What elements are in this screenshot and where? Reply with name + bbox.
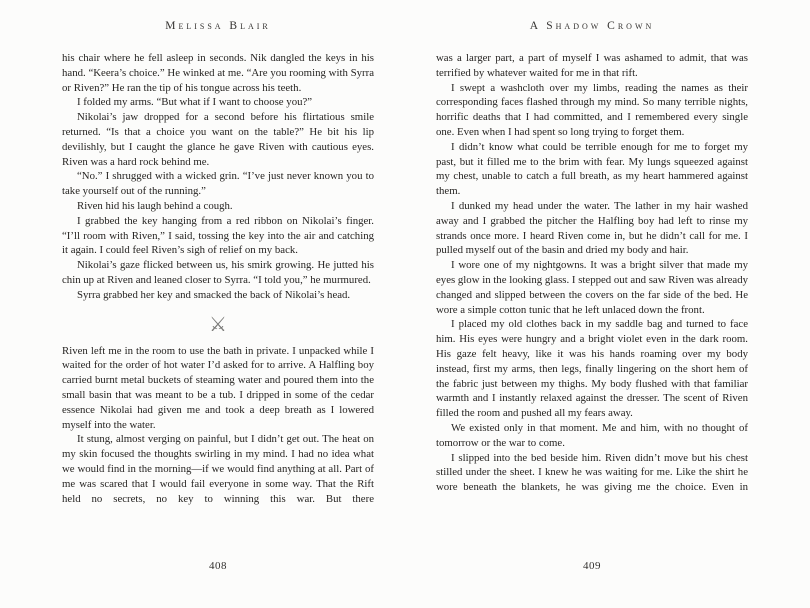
paragraph: Syrra grabbed her key and smacked the back of Nikolai’s head. [77,288,351,301]
paragraph: I wore one of my nightgowns. It was a bright silver that made my eyes glow in the looking glass. I stepped out and saw Riven was already changed and slipped between the covers on the far side of the bed. He wore a simple cotton tunic that he left unlaced down the front. [436,259,748,316]
paragraph: “No.” I shrugged with a wicked grin. “I’ve just never known you to take yourself out of the running.” [62,170,374,198]
paragraph: his chair where he fell asleep in seconds. Nik dangled the keys in his hand. “Keera’s choice.” He winked at me. “Are you rooming with Syrra or Riven?” He ran the tip of his tongue across his teeth. [62,52,374,94]
page-number-left: 408 [209,560,227,572]
crossed-swords-icon: ⚔ [209,311,227,336]
running-head-title: A Shadow Crown [529,20,655,32]
paragraph: Riven hid his laugh behind a cough. [77,199,233,212]
page-right-body [436,51,748,495]
paragraph: Nikolai’s jaw dropped for a second before his flirtatious smile returned. “Is that a choice you want on the table?” He bit his lip devilishly, but I caught the glance he gave Riven with cautious eyes. Riven was a hard rock behind me. [62,111,374,168]
paragraph: was a larger part, a part of myself I was ashamed to admit, that was terrified by whatever waited for me in that rift. [436,52,748,79]
paragraph: I didn’t know what could be terrible enough for me to forget my past, but it filled me to the brim with fear. My lungs squeezed against my chest, unable to catch a full breath, as my heart hammered against them. [436,140,748,198]
paragraph: I folded my arms. “But what if I want to choose you?” [77,96,313,109]
page-number-right: 409 [583,560,601,572]
paragraph: I swept a washcloth over my limbs, reading the names as their corresponding faces flashed through my mind. So many terrible nights, horrific deaths that I had committed, and I remembered every single one. Even when I had spent so long trying to forget them. [436,81,748,138]
running-head-author: Melissa Blair [165,20,271,32]
page-left [62,20,374,506]
paragraph: Riven left me in the room to use the bath in private. I unpacked while I waited for the order of hot water I’d asked for to arrive. A Halfling boy carried burnt metal buckets of steaming water and poured them into the small basin that was meant to be a tub. I dripped in some of the cedar essence Nikolai had given me and took a deep breath as I lowered myself into the water. [62,344,374,431]
paragraph: I dunked my head under the water. The lather in my hair washed away and I grabbed the pitcher the Halfling boy had left to rinse my strands once more. I heard Riven come in, but he didn’t call for me. I pulled myself out of the basin and dried my body and hair. [436,199,748,257]
paragraph: We existed only in that moment. Me and him, with no thought of tomorrow or the war to come. [436,421,748,449]
paragraph: Nikolai’s gaze flicked between us, his smirk growing. He jutted his chin up at Riven and leaned closer to Syrra. “I told you,” he murmured. [62,259,374,286]
paragraph: I placed my old clothes back in my saddle bag and turned to face him. His eyes were hungry and a bright violet even in the dark room. His gaze felt heavy, like it was his hands roaming over my body instead, first my arms, then legs, finally lingering on the short hem of the fabric just between my thighs. My body flushed with that familiar warmth and I instantly relaxed against the dresser. The scent of Riven filled the room and pushed all my fears away. [436,318,748,420]
page-right [436,20,748,495]
paragraph: It stung, almost verging on painful, but I didn’t get out. The heat on my skin focused the thoughts swirling in my mind. I had no idea what we would find in the morning—if we would find anything at all. Part of me was scared that I would fail everyone in some way. That the Rift held no secrets, no key to winning this war. But there [62,433,374,505]
page-left-body [62,51,374,506]
paragraph: I slipped into the bed beside him. Riven didn’t move but his chest stilled under the sheet. I knew he was waiting for me. Like the shirt he wore beneath the blankets, he was giving me the choice. Even in [436,451,748,494]
paragraph: I grabbed the key hanging from a red ribbon on Nikolai’s finger. “I’ll room with Riven,” I said, tossing the key into the air and catching it again. I could feel Riven’s sigh of relief on my back. [62,214,374,257]
